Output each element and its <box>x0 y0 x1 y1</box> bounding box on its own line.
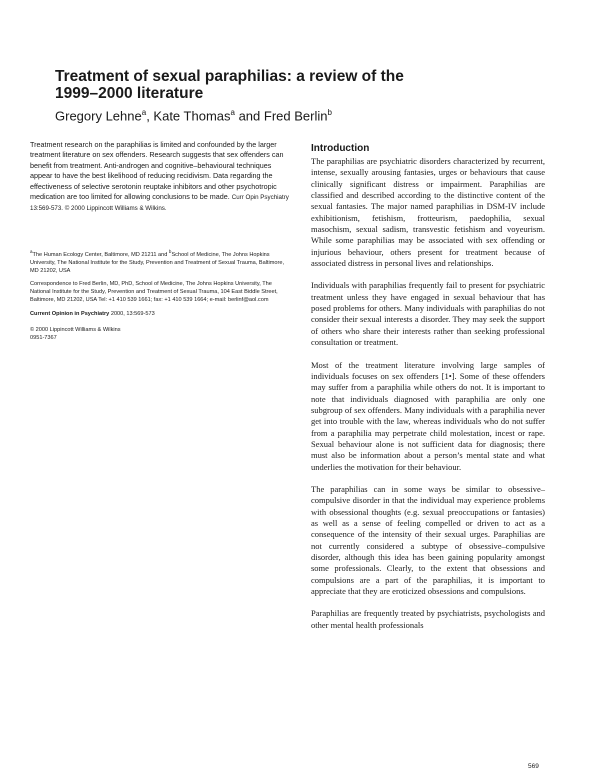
body-paragraph: Paraphilias are frequently treated by psychiatrists, psychologists and other mental health professionals <box>311 608 545 630</box>
title-line-2: 1999–2000 literature <box>55 85 204 102</box>
author-affiliation-marker: a <box>141 108 147 117</box>
front-matter-column <box>30 140 292 343</box>
author-name: Gregory Lehne <box>55 108 142 124</box>
body-paragraph: Individuals with paraphilias frequently fail to present for psychiatric treatment unless they have engaged in sexual behaviour that has posed problems for others. Many individuals with paraphilias do not consider their sexual interests a disorder. They may seek the support of others who share their interests rather than seeking professional consultation or treatment. <box>311 280 545 348</box>
journal-reference <box>30 311 292 319</box>
abstract <box>30 140 292 215</box>
correspondence: Correspondence to Fred Berlin, MD, PhD, School of Medicine, The Johns Hopkins University, The National Institute for the Study, Prevention and Treatment of Sexual Trauma, 104 East Biddle Street, Baltimore, MD 21202, USA Tel: +1 410 539 1661; fax: +1 410 539 1664; e-mail: berlinf@aol.com <box>30 281 278 304</box>
affiliation-a: The Human Ecology Center, Baltimore, MD 21211 and <box>32 251 168 258</box>
copyright-line: © 2000 Lippincott Williams & Wilkins <box>30 327 121 334</box>
copyright-notice <box>30 327 292 343</box>
journal-details: 2000, 13:569-573 <box>110 311 155 318</box>
affiliations <box>30 248 292 276</box>
abstract-citation: Curr Opin Psychiatry 13:569-573. © 2000 Lippincott Williams & Wilkins. <box>30 194 289 213</box>
page-number: 569 <box>528 763 539 770</box>
abstract-text: Treatment research on the paraphilias is limited and confounded by the larger treatment literature on sex offenders. Research suggests that sex offenders can benefit from treatment. Anti-androgen and cognitive–behavioural techniques appear to have the best likelihood of reducing recidivism. Data regarding the effectiveness of selective serotonin reuptake inhibitors and other psychotropic medication are too limited for allowing conclusions to be made. <box>30 140 284 202</box>
journal-name: Current Opinion in Psychiatry <box>30 311 110 318</box>
body-paragraph: The paraphilias are psychiatric disorders characterized by recurrent, intense, sexually arousing fantasies, urges or behaviours that cause clinically significant distress or impairment. Paraphilias are classified and described according to the distinctive content of the sexual fantasies. The major named paraphilias in DSM-IV include exhibitionism, fetishism, frotteurism, paedophilia, sexual masochism, sexual sadism, transvestic fetishism and voyeurism. While some paraphilias may be associated with sex offending or injurious behaviour, others present for treatment because of associated distress in personal lives and relationships. <box>311 156 545 269</box>
author-name: Kate Thomas <box>153 108 231 124</box>
affiliation-b: School of Medicine, The Johns Hopkins University, The National Institute for the Study, Prevention and Treatment of Sexual Trauma, Baltimore, MD 21202, USA <box>30 251 285 274</box>
author-name: Fred Berlin <box>263 108 328 124</box>
affiliation-marker: b <box>168 248 172 254</box>
author-list: Gregory Lehne$^a$, Kate Thomas$^a$ and Fred Berlin$^b$ <box>55 108 332 124</box>
body-column <box>311 142 545 631</box>
title-line-1: Treatment of sexual paraphilias: a review of the <box>55 68 404 85</box>
section-heading-introduction: Introduction <box>311 143 370 154</box>
body-paragraph: The paraphilias can in some ways be similar to obsessive–compulsive disorder in that the individual may experience problems with obsessional thoughts (e.g. sexual preoccupations or fantasies) as well as a sense of feeling compelled or driven to act as a consequence of the intensity of their sexual urges. Paraphilias are not currently considered a subtype of obsessive–compulsive disorder, although this idea has been gaining popularity amongst some professionals. Clearly, to the extent that obsessions and compulsions are a part of the paraphilias, it is important to appreciate that they are eroticized obsessions and compulsions. <box>311 483 545 597</box>
article-title <box>55 68 525 102</box>
body-paragraph: Most of the treatment literature involving large samples of individuals focuses on sex offenders [1•]. Some of these offenders may suffer from a paraphilia while others do not. It is important to note that individuals diagnosed with paraphilia are only one subgroup of sex offenders. Many individuals with a paraphilia never get into trouble with the law, whereas individuals who do not suffer from a paraphilia may perpetrate child molestation, incest or rape. Sexual behaviour alone is not sufficient data for diagnosis; there must also be information about a person’s mental state and what underlies the motivation for their behaviour. <box>311 359 545 472</box>
affiliation-marker: a <box>30 248 33 254</box>
author-affiliation-marker: b <box>327 108 332 117</box>
author-affiliation-marker: a <box>230 108 235 117</box>
issn: 0951-7367 <box>30 334 57 341</box>
